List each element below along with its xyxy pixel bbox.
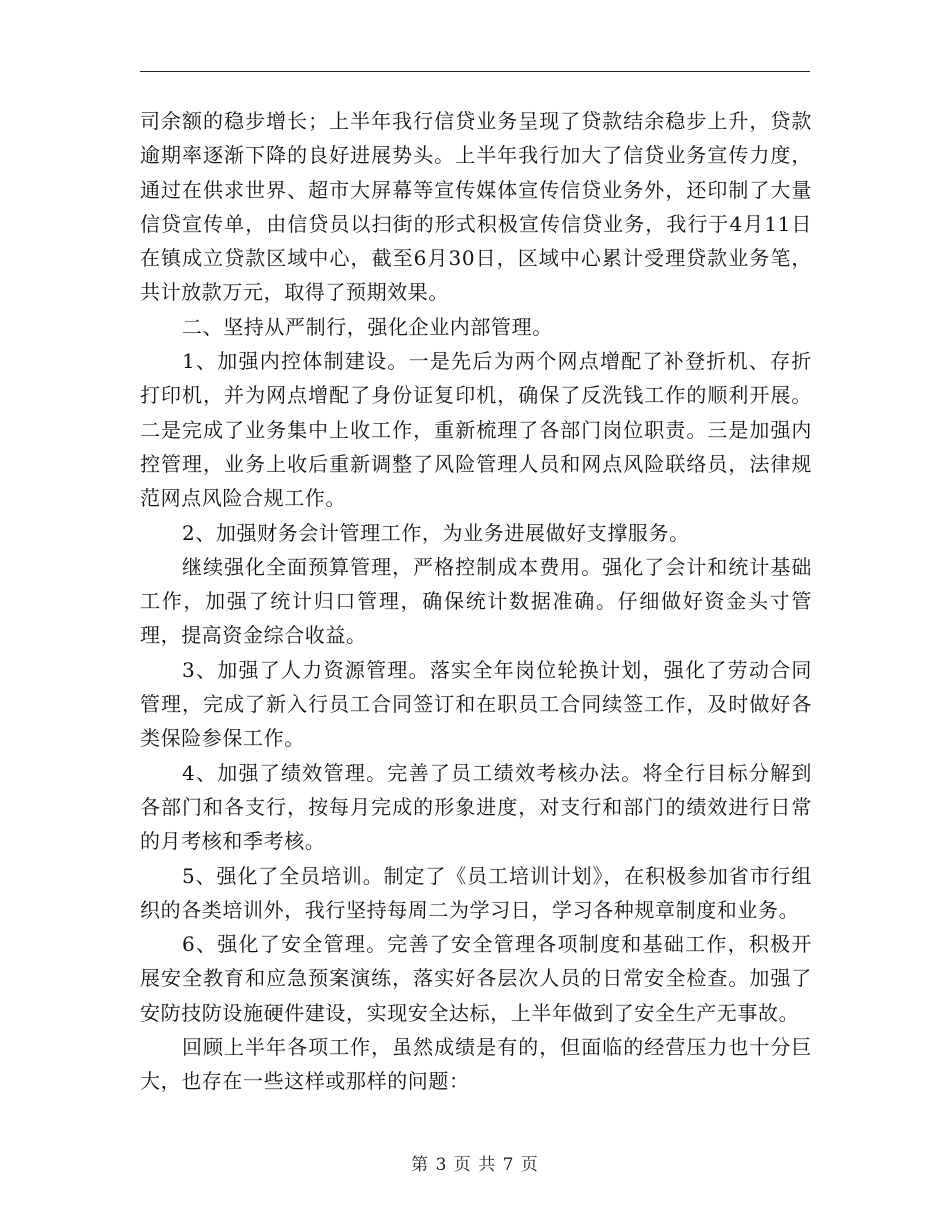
paragraph-6: 3、加强了人力资源管理。落实全年岗位轮换计划，强化了劳动合同管理，完成了新入行员工合同签订和在职员工合同续签工作，及时做好各类保险参保工作。 xyxy=(140,657,812,751)
paragraph-9: 6、强化了安全管理。完善了安全管理各项制度和基础工作，积极开展安全教育和应急预案演练，落实好各层次人员的日常安全检查。加强了安防技防设施硬件建设，实现安全达标，上半年做到了安全生产无事故。 xyxy=(140,932,812,1025)
paragraph-2: 二、坚持从严制行，强化企业内部管理。 xyxy=(182,314,553,339)
paragraph-5: 继续强化全面预算管理，严格控制成本费用。强化了会计和统计基础工作，加强了统计归口管理，确保统计数据准确。仔细做好资金头寸管理，提高资金综合收益。 xyxy=(140,554,812,648)
paragraph-1: 司余额的稳步增长；上半年我行信贷业务呈现了贷款结余稳步上升，贷款逾期率逐渐下降的良好进展势头。上半年我行加大了信贷业务宣传力度，通过在供求世界、超市大屏幕等宣传媒体宣传信贷业务外，还印制了大量信贷宣传单，由信贷员以扫街的形式积极宣传信贷业务，我行于4月11日在镇成立贷款区域中心，截至6月30日，区域中心累计受理贷款业务笔，共计放款万元，取得了预期效果。 xyxy=(140,109,812,305)
paragraph-8: 5、强化了全员培训。制定了《员工培训计划》，在积极参加省市行组织的各类培训外，我行坚持每周二为学习日，学习各种规章制度和业务。 xyxy=(140,863,812,922)
body-text xyxy=(140,104,812,1099)
header-rule xyxy=(140,71,810,72)
page-number-footer: 第 3 页 共 7 页 xyxy=(411,1155,539,1175)
paragraph-3: 1、加强内控体制建设。一是先后为两个网点增配了补登折机、存折打印机，并为网点增配了身份证复印机，确保了反洗钱工作的顺利开展。二是完成了业务集中上收工作，重新梳理了各部门岗位职责。三是加强内控管理，业务上收后重新调整了风险管理人员和网点风险联络员，法律规范网点风险合规工作。 xyxy=(140,349,812,511)
paragraph-7: 4、加强了绩效管理。完善了员工绩效考核办法。将全行目标分解到各部门和各支行，按每月完成的形象进度，对支行和部门的绩效进行日常的月考核和季考核。 xyxy=(140,760,812,854)
paragraph-4: 2、加强财务会计管理工作，为业务进展做好支撑服务。 xyxy=(182,520,690,545)
paragraph-10: 回顾上半年各项工作，虽然成绩是有的，但面临的经营压力也十分巨大，也存在一些这样或那样的问题： xyxy=(140,1035,812,1094)
